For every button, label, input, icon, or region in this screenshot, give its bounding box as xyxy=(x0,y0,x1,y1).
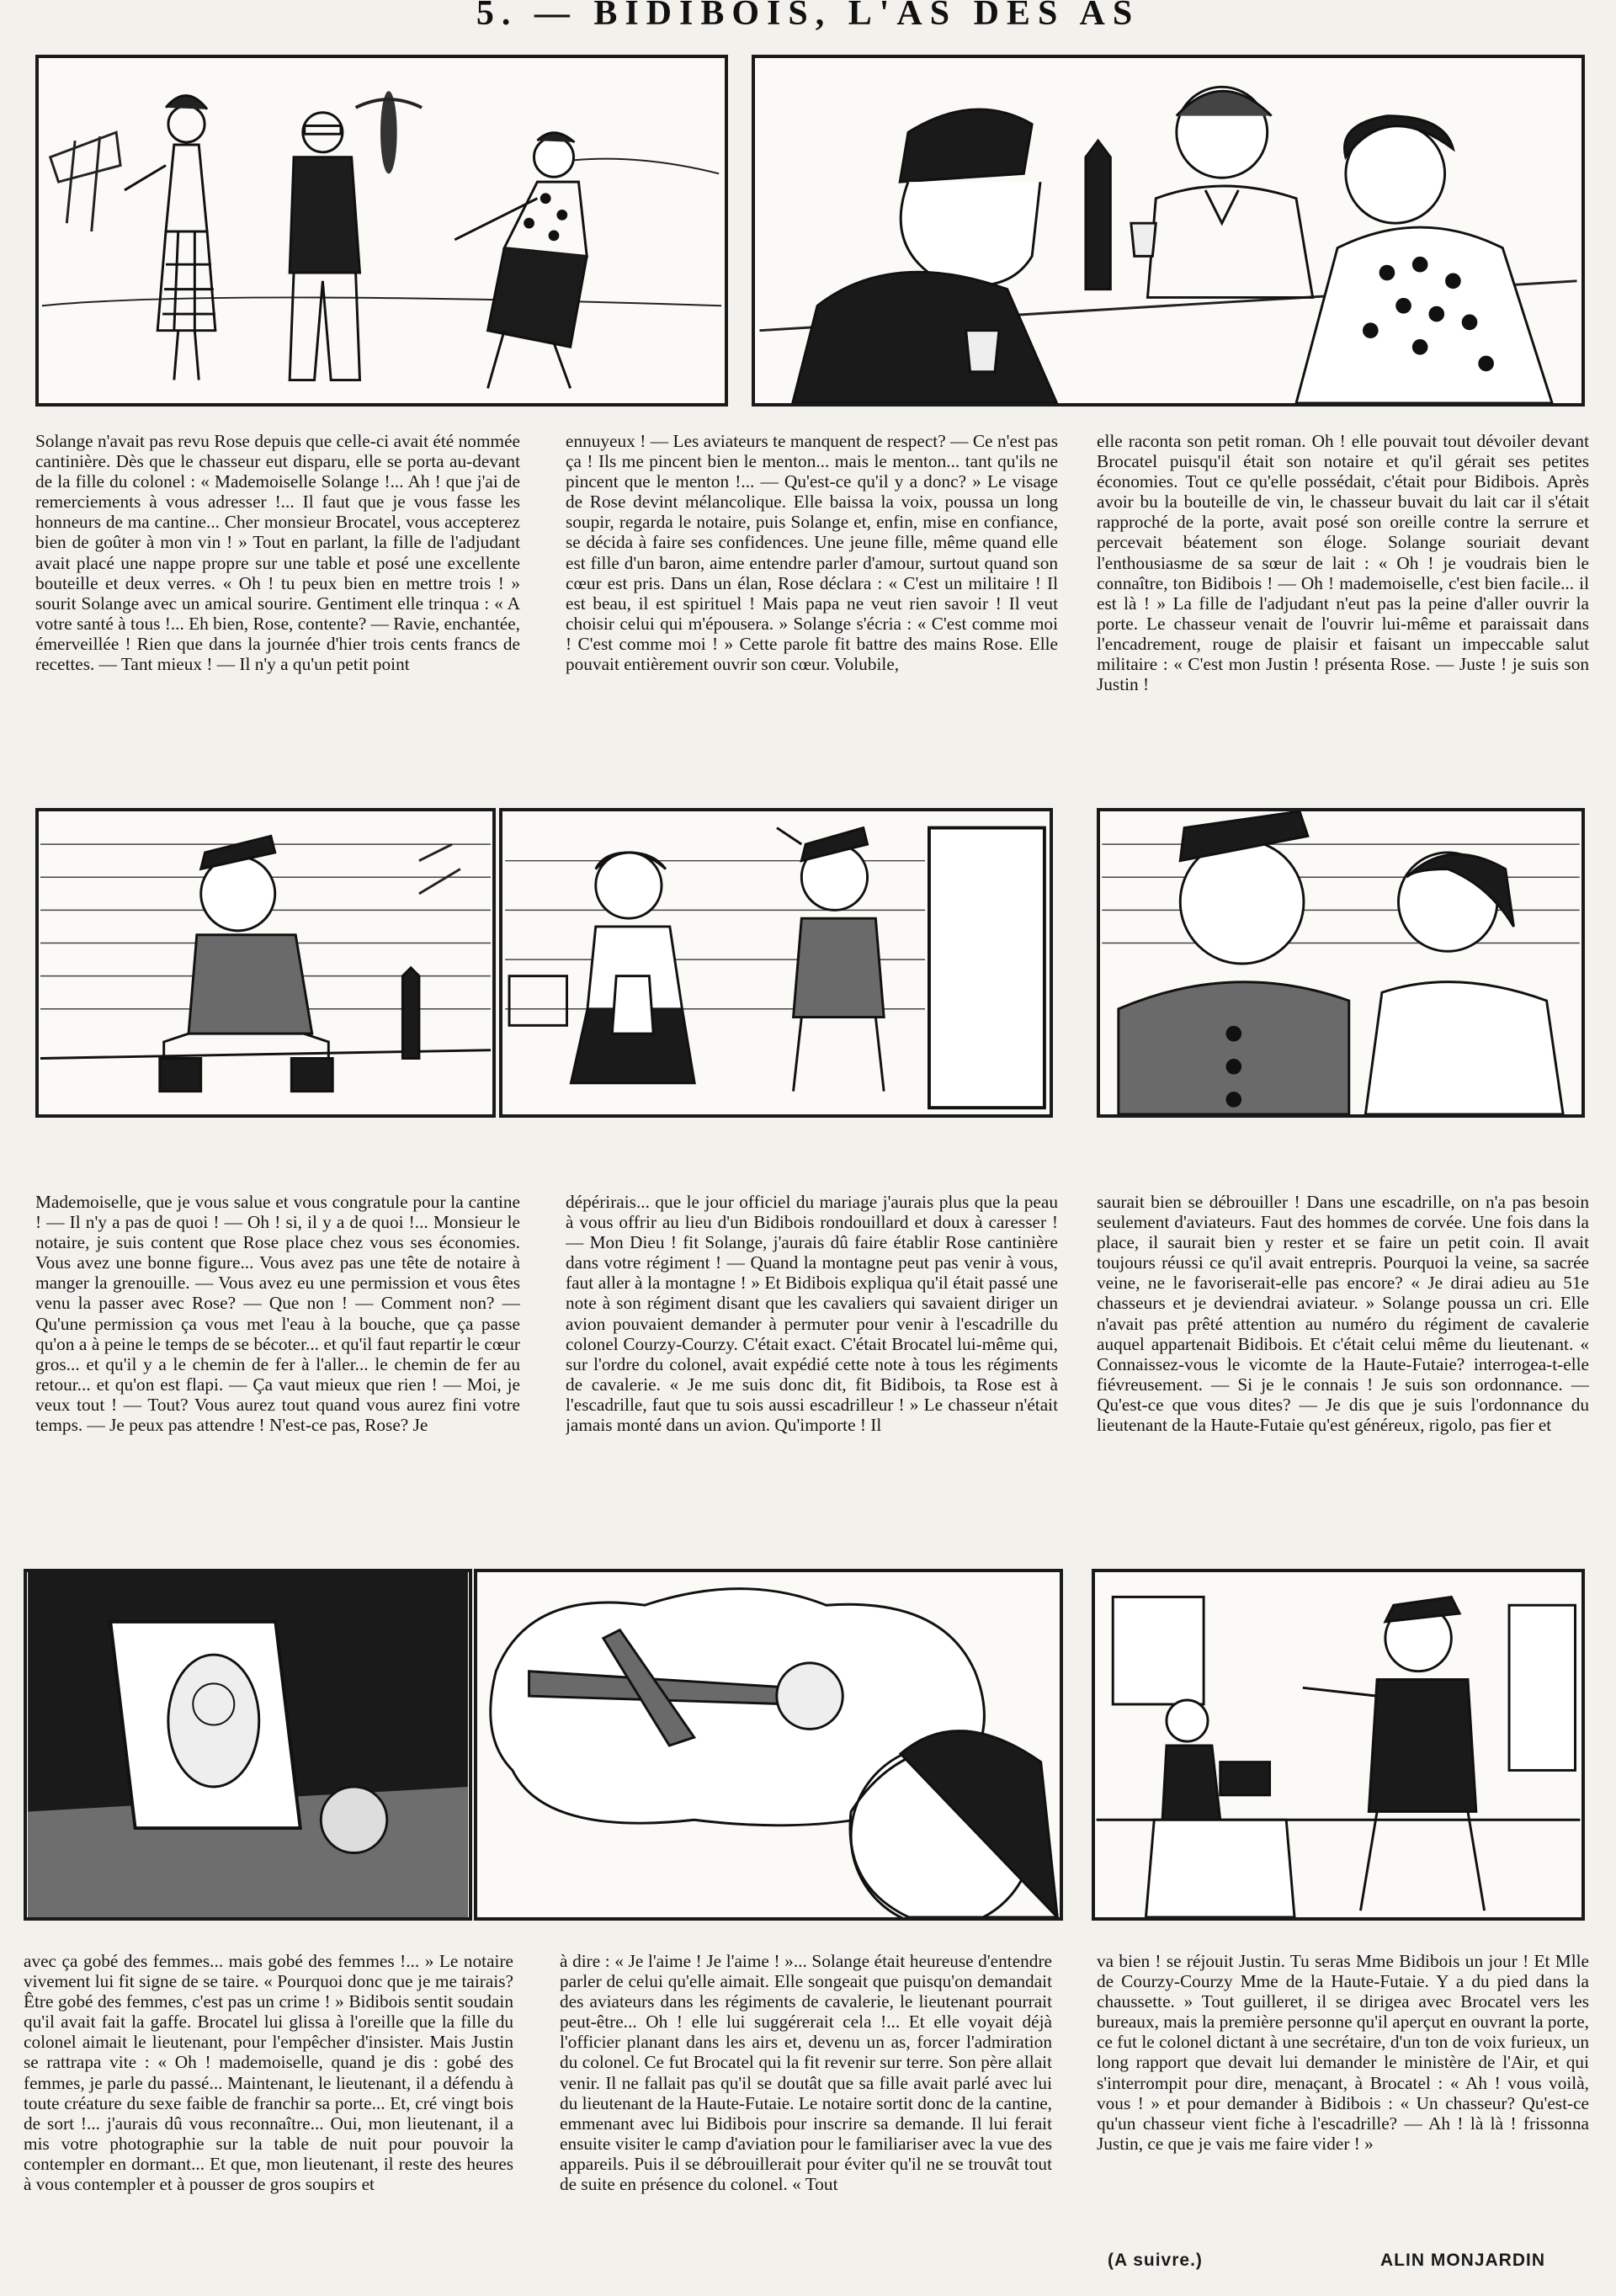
panel-1-drawing xyxy=(39,58,725,403)
panel-5-drawing xyxy=(1100,811,1581,1114)
page-title: 5. — BIDIBOIS, L'AS DES AS xyxy=(476,0,1140,33)
text-column-2-2: dépérirais... que le jour officiel du mariage j'aurais plus que la peau à vous offrir au lieu d'un Bidibois rondouillard et doux à caresser ! — Mon Dieu ! fit Solange, j'aurais dû faire établir Rose cantinière dans votre régiment ! — Quand la montagne peut pas venir à vous, faut aller à la montagne ! » Et Bidibois expliqua qu'il était passé une note à son régiment disant que les cavaliers qui savaient diriger un avion pouvaient demander à permuter pour venir à l'escadrille du colonel Courzy-Courzy. C'était exact. C'était Brocatel lui-même qui, sur l'ordre du colonel, avait expédié cette note à tous les régiments de cavalerie. « Je me suis donc dit, fit Bidibois, ta Rose est à l'escadrille, faut que tu sois aussi escadrilleur ! » Le chasseur n'était jamais monté dans un avion. Qu'importe ! Il xyxy=(566,1192,1058,1436)
comic-panel-5 xyxy=(1097,808,1585,1118)
comic-panel-7 xyxy=(474,1569,1063,1921)
panel-2-drawing xyxy=(755,58,1581,403)
comic-panel-6 xyxy=(24,1569,472,1921)
panel-4-drawing xyxy=(502,811,1050,1114)
text-column-1-3: elle raconta son petit roman. Oh ! elle pouvait tout dévoiler devant Brocatel puisqu'il était son notaire et qu'il gérait ses petites économies. Tout ce qu'elle possédait, c'était pour Bidibois. Après avoir bu la bouteille de vin, le chasseur buvait du lait car il s'était rapproché de la porte, avait posé son oreille contre la serrure et percevait béatement son éloge. Solange souriait devant l'enthousiasme de sa sœur de lait : « Oh ! je voudrais bien le connaître, ton Bidibois ! — Oh ! mademoiselle, c'est bien facile... il est là ! » La fille de l'adjudant n'eut pas la peine d'aller ouvrir la porte. Le chasseur venait de l'ouvrir lui-même et paraissait dans l'encadrement, rouge de plaisir et faisant un impeccable salut militaire : « C'est mon Justin ! présenta Rose. — Juste ! je suis son Justin ! xyxy=(1097,431,1589,695)
panel-7-drawing xyxy=(477,1572,1060,1917)
text-column-2-1: Mademoiselle, que je vous salue et vous congratule pour la cantine ! — Il n'y a pas de quoi ! — Oh ! si, il y a de quoi !... Monsieur le notaire, je suis content que Rose place chez vous ses économies. Vous avez une bonne figure... Vous avez pas une tête de notaire à manger la grenouille. — Vous avez eu une permission et vous êtes venu la passer avec Rose? — Que non ! — Comment non? — Qu'une permission ça vous met l'eau à la bouche, que ça passe qu'on a à peine le temps de se bécoter... et qu'il faut repartir le cœur gros... et qu'il y a le chemin de fer à l'aller... le chemin de fer au retour... et qu'on est flapi. — Ça vaut mieux que rien ! — Moi, je veux tout ! — Tout? Vous aurez tout quand vous aurez fini votre temps. — Je peux pas attendre ! N'est-ce pas, Rose? Je xyxy=(35,1192,520,1436)
author-signature: ALIN MONJARDIN xyxy=(1380,2251,1545,2270)
comic-panel-8 xyxy=(1092,1569,1585,1921)
text-column-1-2: ennuyeux ! — Les aviateurs te manquent de respect? — Ce n'est pas ça ! Ils me pincent bien le menton... mais le menton... tant qu'ils ne pincent que le menton !... — Qu'est-ce qu'il y a donc? » Le visage de Rose devint mélancolique. Elle baissa la voix, poussa un long soupir, regarda le notaire, puis Solange et, enfin, mise en confiance, se décida à faire ses confidences. Une jeune fille, même quand elle est fille d'un baron, aime entendre parler d'amour, surtout quand son cœur est pris. Dans un élan, Rose déclara : « C'est un militaire ! Il est beau, il est spirituel ! Mais papa ne veut rien savoir ! Il veut choisir celui qui m'épousera. » Solange s'écria : « C'est comme moi ! C'est comme moi ! » Cette parole fit battre des mains Rose. Elle pouvait entièrement ouvrir son cœur. Volubile, xyxy=(566,431,1058,675)
comic-panel-4 xyxy=(499,808,1053,1118)
text-column-2-3: saurait bien se débrouiller ! Dans une escadrille, on n'a pas besoin seulement d'aviateurs. Faut des hommes de corvée. Une fois dans la place, il saurait bien y rester et se faire un petit coin. Il avait toujours réussi ce qu'il avait entrepris. Pourquoi la veine, sa sacrée veine, ne le favoriserait-elle pas encore? « Je dirai adieu au 51e chasseurs et je deviendrai aviateur. » Solange poussa un cri. Elle n'avait pas prêté attention au numéro du régiment de cavalerie auquel appartenait Bidibois. Et c'était celui même du lieutenant. « Connaissez-vous le vicomte de la Haute-Futaie? interrogea-t-elle fiévreusement. — Si je le connais ! Je suis son ordonnance. — Qu'est-ce que vous dites? — Je dis que je suis l'ordonnance du lieutenant de la Haute-Futaie qu'est généreux, rigolo, pas fier et xyxy=(1097,1192,1589,1436)
comic-panel-3 xyxy=(35,808,496,1118)
text-column-1-1: Solange n'avait pas revu Rose depuis que celle-ci avait été nommée cantinière. Dès que le chasseur eut disparu, elle se porta au-devant de la fille du colonel : « Mademoiselle Solange !... Ah ! que j'ai de remerciements à vous adresser !... Il faut que je vous fasse les honneurs de ma cantine... Cher monsieur Brocatel, vous accepterez bien de goûter à mon vin ! » Tout en parlant, la fille de l'adjudant avait placé une nappe propre sur une table et posé une excellente bouteille et deux verres. « Oh ! tu peux bien en mettre trois ! » sourit Solange avec un amical sourire. Gentiment elle trinqua : « A votre santé à tous !... Eh bien, Rose, contente? — Ravie, enchantée, émerveillée ! Rien que dans la journée d'hier trois cents francs de recettes. — Tant mieux ! — Il n'y a qu'un petit point xyxy=(35,431,520,675)
panel-6-drawing xyxy=(27,1572,469,1917)
comic-panel-2 xyxy=(752,55,1585,407)
panel-3-drawing xyxy=(39,811,492,1114)
panel-8-drawing xyxy=(1095,1572,1581,1917)
text-column-3-1: avec ça gobé des femmes... mais gobé des femmes !... » Le notaire vivement lui fit signe de se taire. « Pourquoi donc que je me tairais? Être gobé des femmes, c'est pas un crime ! » Bidibois sentit soudain qu'il avait fait la gaffe. Brocatel lui glissa à l'oreille que la fille du colonel aimait le lieutenant, pour l'empêcher d'insister. Mais Justin se rattrapa vite : « Oh ! mademoiselle, quand je dis : gobé des femmes, je parle du passé... Maintenant, le lieutenant, il a défendu à toute créature du sexe faible de franchir sa porte... Et, cré vingt bois de sort !... j'aurais dû vous reconnaître... Oui, mon lieutenant, il a mis votre photographie sur la table de nuit pour pouvoir la contempler en dormant... Et que, mon lieutenant, il reste des heures à vous contempler et à pousser de gros soupirs et xyxy=(24,1951,513,2195)
text-column-3-3: va bien ! se réjouit Justin. Tu seras Mme Bidibois un jour ! Et Mlle de Courzy-Courzy Mme de la Haute-Futaie. Y a du pied dans la chaussette. » Tout guilleret, il se dirigea avec Brocatel vers les bureaux, mais la première personne qu'il aperçut en ouvrant la porte, ce fut le colonel dictant à une secrétaire, d'un ton de voix furieux, un long rapport que devait lui demander le ministère de l'Air, et qui s'interrompit pour dire, menaçant, à Brocatel : « Ah ! vous voilà, vous ! » et pour demander à Bidibois : « Un chasseur? Qu'est-ce qu'un chasseur vient fiche à l'escadrille? — Ah ! là là ! frissonna Justin, ce que je vais me faire vider ! » xyxy=(1097,1951,1589,2154)
comic-panel-1 xyxy=(35,55,728,407)
text-column-3-2: à dire : « Je l'aime ! Je l'aime ! »... Solange était heureuse d'entendre parler de celui qu'elle aimait. Elle songeait que puisqu'on demandait des aviateurs dans les régiments de cavalerie, le lieutenant pourrait peut-être... Oh ! elle lui suggérerait cela !... Et elle voyait déjà l'officier planant dans les airs et, devenu un as, forcer l'admiration du colonel. Ce fut Brocatel qui la fit revenir sur terre. Son père allait venir. Il ne fallait pas qu'il se doutât que sa fille avait parlé avec lui du lieutenant de la Haute-Futaie. Le notaire sortit donc de la cantine, emmenant avec lui Bidibois pour inscrire sa demande. Il lui ferait ensuite visiter le camp d'aviation pour le familiariser avec la vue des appareils. Puis il se débrouillerait pour éviter qu'il ne se trouvât tout de suite en présence du colonel. « Tout xyxy=(560,1951,1052,2195)
to-be-continued: (A suivre.) xyxy=(1108,2251,1203,2270)
